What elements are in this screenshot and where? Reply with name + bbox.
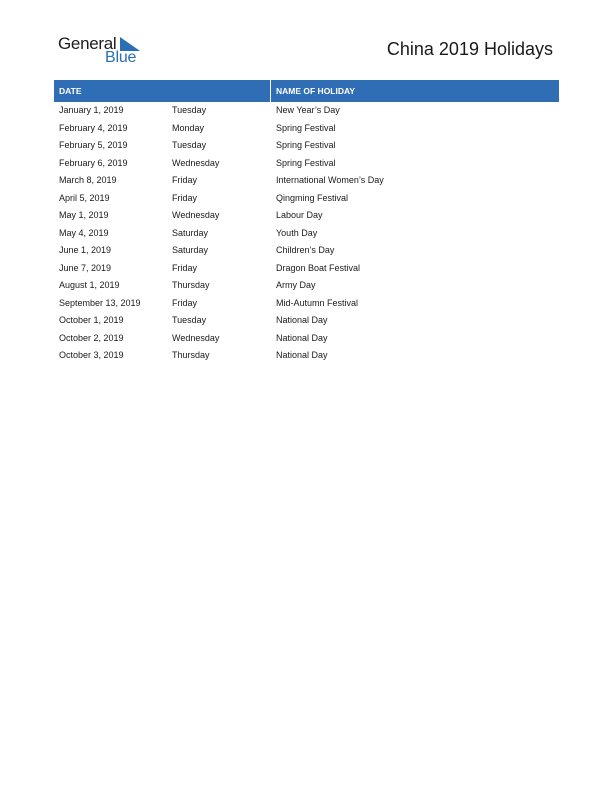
table-row (54, 207, 559, 225)
row-holiday-name: Dragon Boat Festival (276, 262, 361, 273)
row-date: February 4, 2019 (59, 122, 128, 133)
row-weekday: Wednesday (172, 210, 220, 220)
brand-logo (58, 34, 148, 68)
row-weekday: Thursday (172, 280, 210, 290)
row-holiday-name: Spring Festival (276, 122, 336, 133)
row-weekday: Thursday (172, 350, 210, 360)
row-holiday-name: Mid-Autumn Festival (276, 297, 359, 308)
table-row (54, 330, 559, 348)
row-weekday: Tuesday (172, 140, 207, 150)
table-row (54, 295, 559, 313)
row-weekday: Wednesday (172, 332, 220, 343)
row-weekday: Wednesday (172, 157, 220, 168)
row-holiday-name: National Day (276, 332, 328, 343)
row-holiday-name: Labour Day (276, 210, 323, 220)
table-row (54, 172, 559, 190)
table-row (54, 347, 559, 365)
column-header-date: DATE (59, 86, 82, 96)
row-weekday: Tuesday (172, 315, 207, 325)
table-row (54, 190, 559, 208)
row-date: February 6, 2019 (59, 157, 128, 168)
row-date: January 1, 2019 (59, 105, 124, 115)
row-weekday: Friday (172, 297, 198, 308)
header-divider (270, 80, 271, 102)
row-date: February 5, 2019 (59, 140, 128, 150)
row-holiday-name: Army Day (276, 280, 316, 290)
page-title: China 2019 Holidays (386, 39, 553, 59)
table-row (54, 260, 559, 278)
row-holiday-name: Children’s Day (276, 245, 335, 255)
row-date: September 13, 2019 (59, 297, 141, 308)
table-row (54, 225, 559, 243)
row-weekday: Saturday (172, 227, 209, 238)
column-header-holiday-name: NAME OF HOLIDAY (276, 86, 356, 96)
table-row (54, 120, 559, 138)
row-holiday-name: New Year’s Day (276, 105, 340, 115)
table-row (54, 102, 559, 120)
row-holiday-name: International Women’s Day (276, 175, 384, 185)
table-row (54, 277, 559, 295)
row-date: May 4, 2019 (59, 227, 109, 238)
row-weekday: Saturday (172, 245, 209, 255)
logo-text-blue: Blue (105, 49, 137, 66)
row-holiday-name: National Day (276, 315, 328, 325)
row-holiday-name: Youth Day (276, 227, 318, 238)
row-date: June 1, 2019 (59, 245, 112, 255)
row-holiday-name: National Day (276, 350, 328, 360)
row-date: June 7, 2019 (59, 262, 112, 273)
row-weekday: Monday (172, 122, 205, 133)
row-date: October 3, 2019 (59, 350, 124, 360)
row-holiday-name: Qingming Festival (276, 192, 349, 203)
row-weekday: Friday (172, 175, 198, 185)
row-date: August 1, 2019 (59, 280, 120, 290)
row-holiday-name: Spring Festival (276, 140, 336, 150)
table-row (54, 137, 559, 155)
row-date: May 1, 2019 (59, 210, 109, 220)
row-holiday-name: Spring Festival (276, 157, 336, 168)
row-date: October 1, 2019 (59, 315, 124, 325)
table-row (54, 155, 559, 173)
logo-text-general: General (58, 34, 117, 53)
row-weekday: Friday (172, 262, 198, 273)
row-date: March 8, 2019 (59, 175, 117, 185)
row-date: October 2, 2019 (59, 332, 124, 343)
holiday-table-body (54, 102, 559, 365)
row-weekday: Tuesday (172, 105, 207, 115)
table-header (54, 80, 559, 102)
row-weekday: Friday (172, 192, 198, 203)
row-date: April 5, 2019 (59, 192, 110, 203)
table-row (54, 312, 559, 330)
table-row (54, 242, 559, 260)
